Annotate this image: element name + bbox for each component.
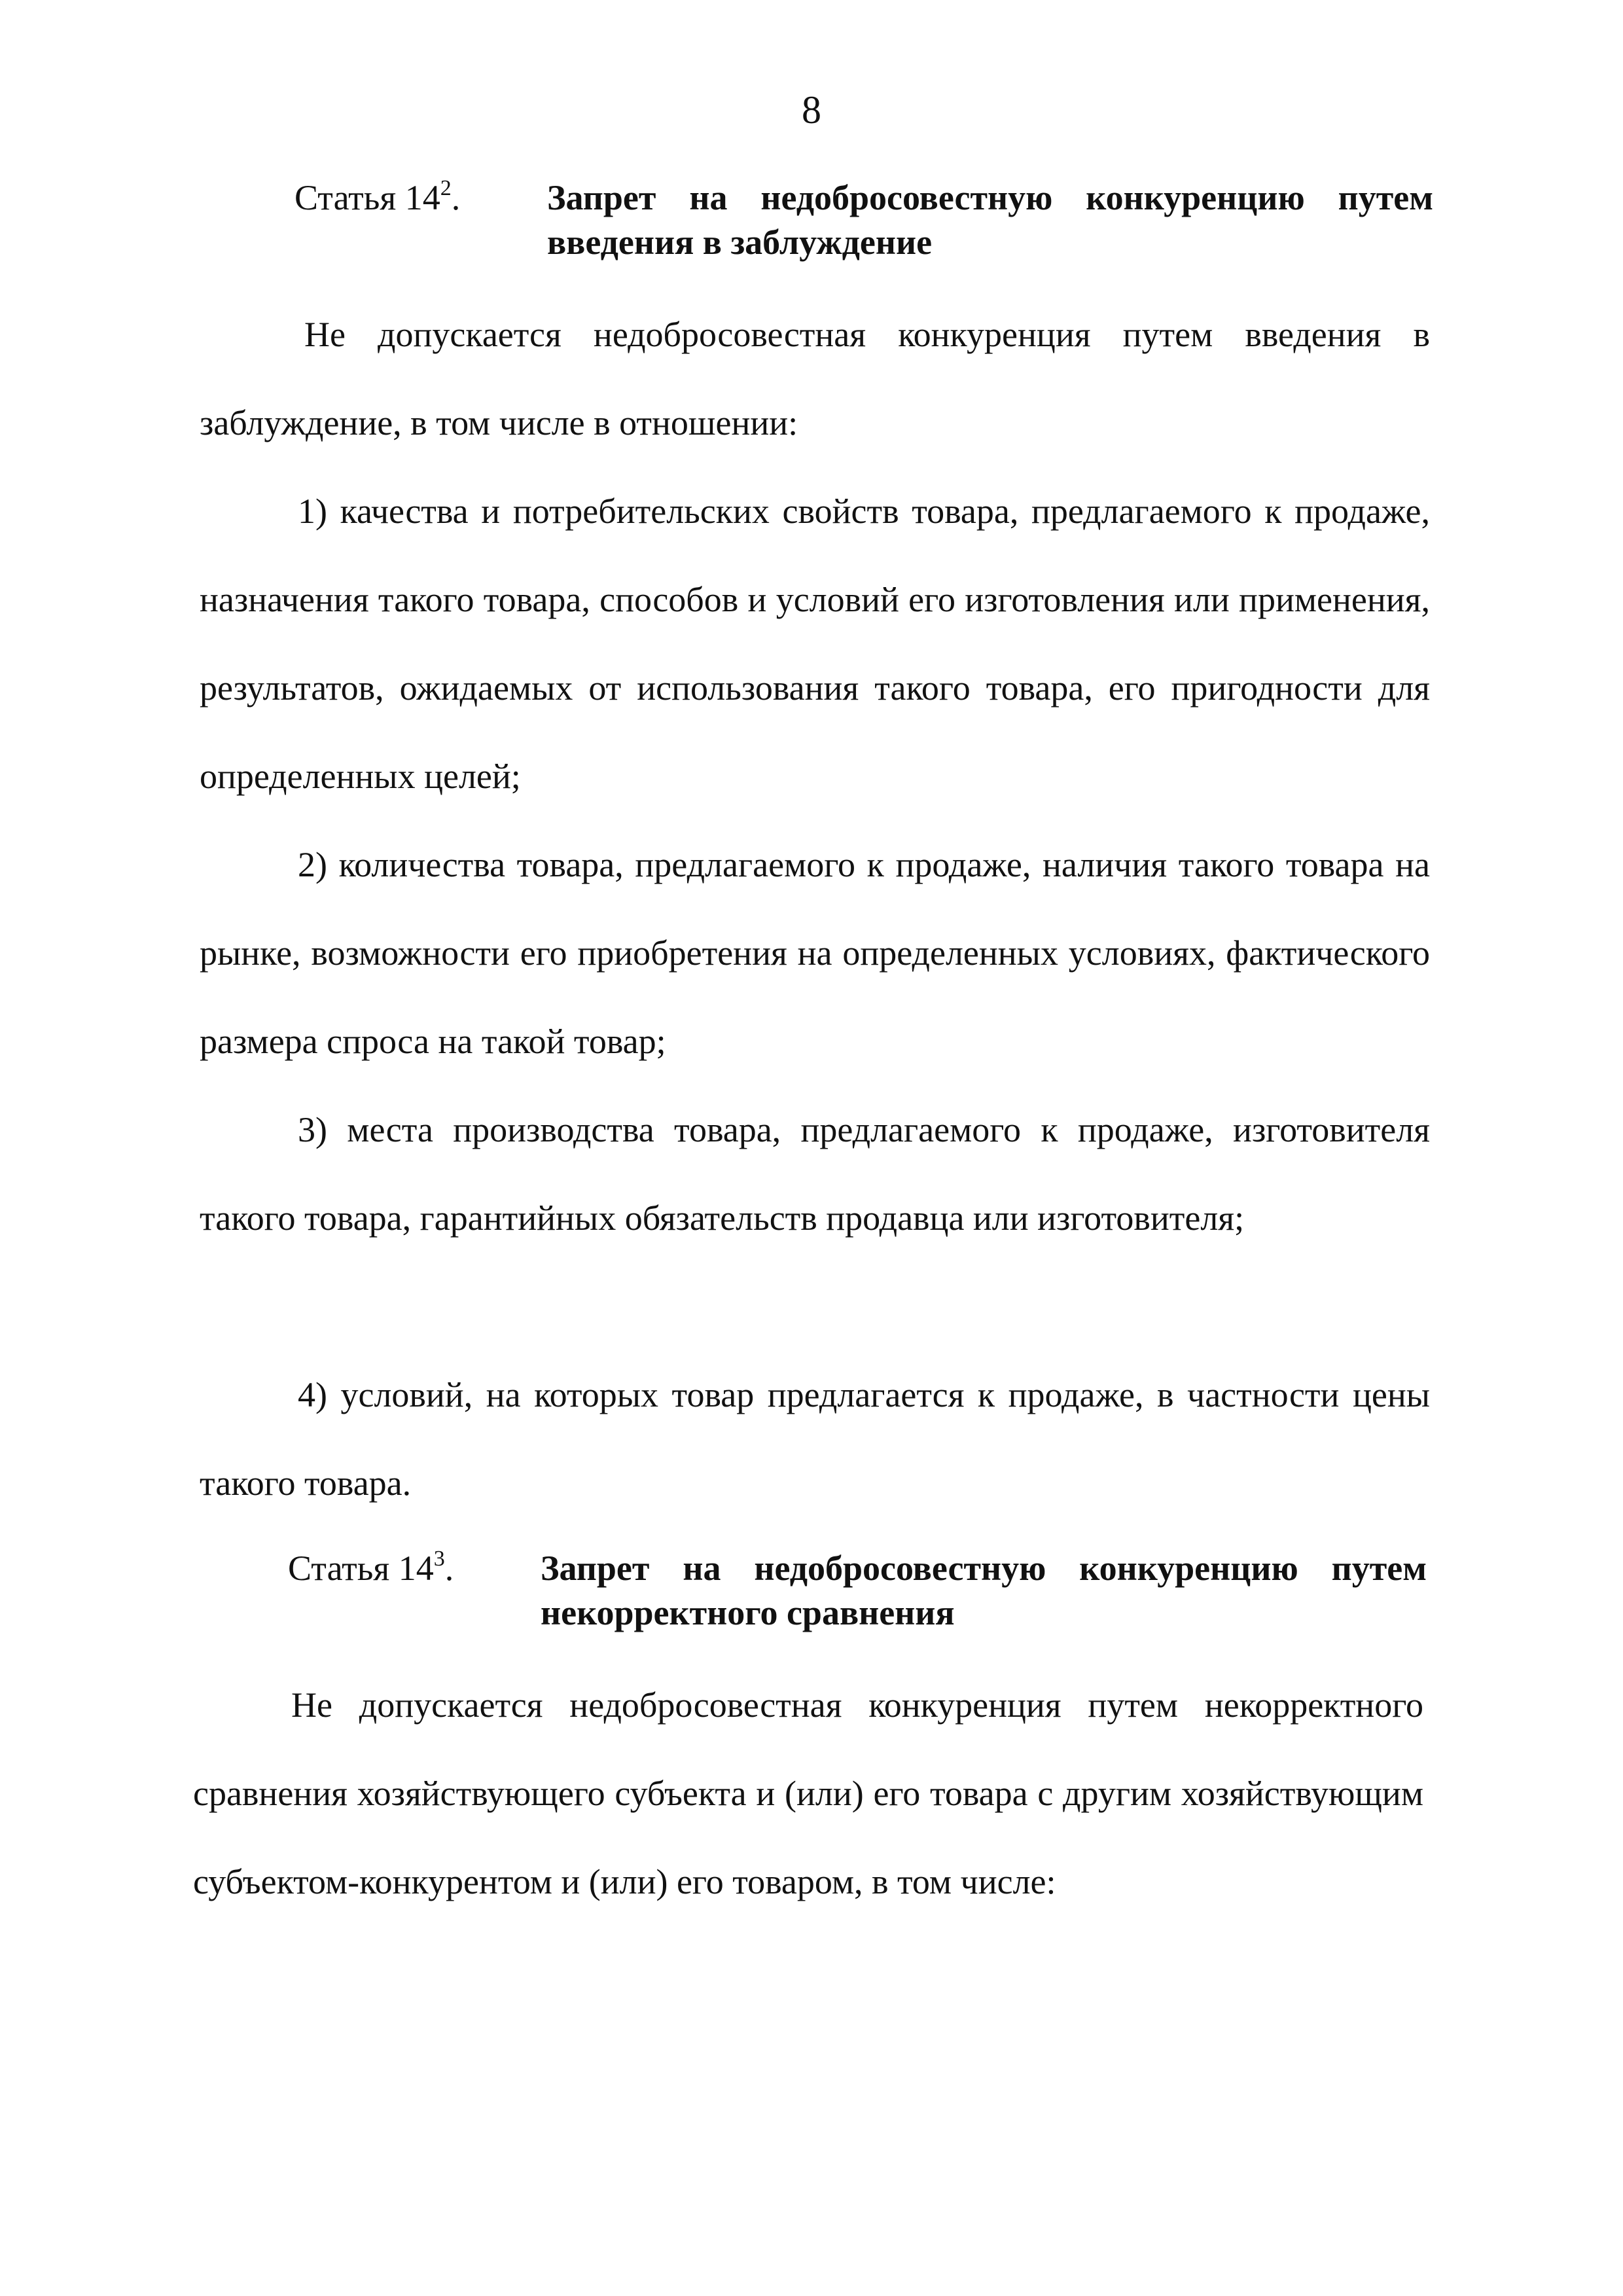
- section-14-2-item-3: 3) места производства товара, предлагаемого к продаже, изготовителя такого товара, гарантийных обязательств продавца или изготовителя;: [200, 1110, 1430, 1238]
- section-14-2-item-2: 2) количества товара, предлагаемого к продаже, наличия такого товара на рынке, возможности его приобретения на определенных условиях, фактического размера спроса на такой товар;: [200, 845, 1430, 1061]
- article-number-superscript: 2: [440, 176, 452, 200]
- section-14-2-item-4: 4) условий, на которых товар предлагается к продаже, в частности цены такого товара.: [200, 1375, 1430, 1503]
- article-14-2-label: [294, 175, 460, 220]
- article-14-2-heading: [294, 175, 1433, 267]
- article-label-prefix: Статья 14: [288, 1549, 434, 1588]
- section-14-3-intro: Не допускается недобросовестная конкуренция путем некорректного сравнения хозяйствующего субъекта и (или) его товара с другим хозяйствующим субъектом-конкурентом и (или) его товаром, в том числе:: [193, 1685, 1423, 1901]
- article-label-suffix: .: [451, 178, 461, 217]
- article-14-3-title: Запрет на недобросовестную конкуренцию путем некорректного сравнения: [541, 1549, 1427, 1632]
- section-14-2-item-1: 1) качества и потребительских свойств товара, предлагаемого к продаже, назначения такого товара, способов и условий его изготовления или применения, результатов, ожидаемых от использования такого товара, его пригодности для определенных целей;: [200, 492, 1430, 796]
- article-label-prefix: Статья 14: [294, 178, 440, 217]
- article-number-superscript: 3: [433, 1547, 445, 1571]
- article-14-3-heading: [288, 1546, 1427, 1638]
- article-label-suffix: .: [444, 1549, 454, 1588]
- section-14-2-intro: Не допускается недобросовестная конкуренция путем введения в заблуждение, в том числе в отношении:: [200, 315, 1430, 442]
- article-14-2-title: Запрет на недобросовестную конкуренцию путем введения в заблуждение: [547, 178, 1433, 262]
- page-number: 8: [802, 88, 821, 132]
- article-14-3-label: [288, 1546, 454, 1590]
